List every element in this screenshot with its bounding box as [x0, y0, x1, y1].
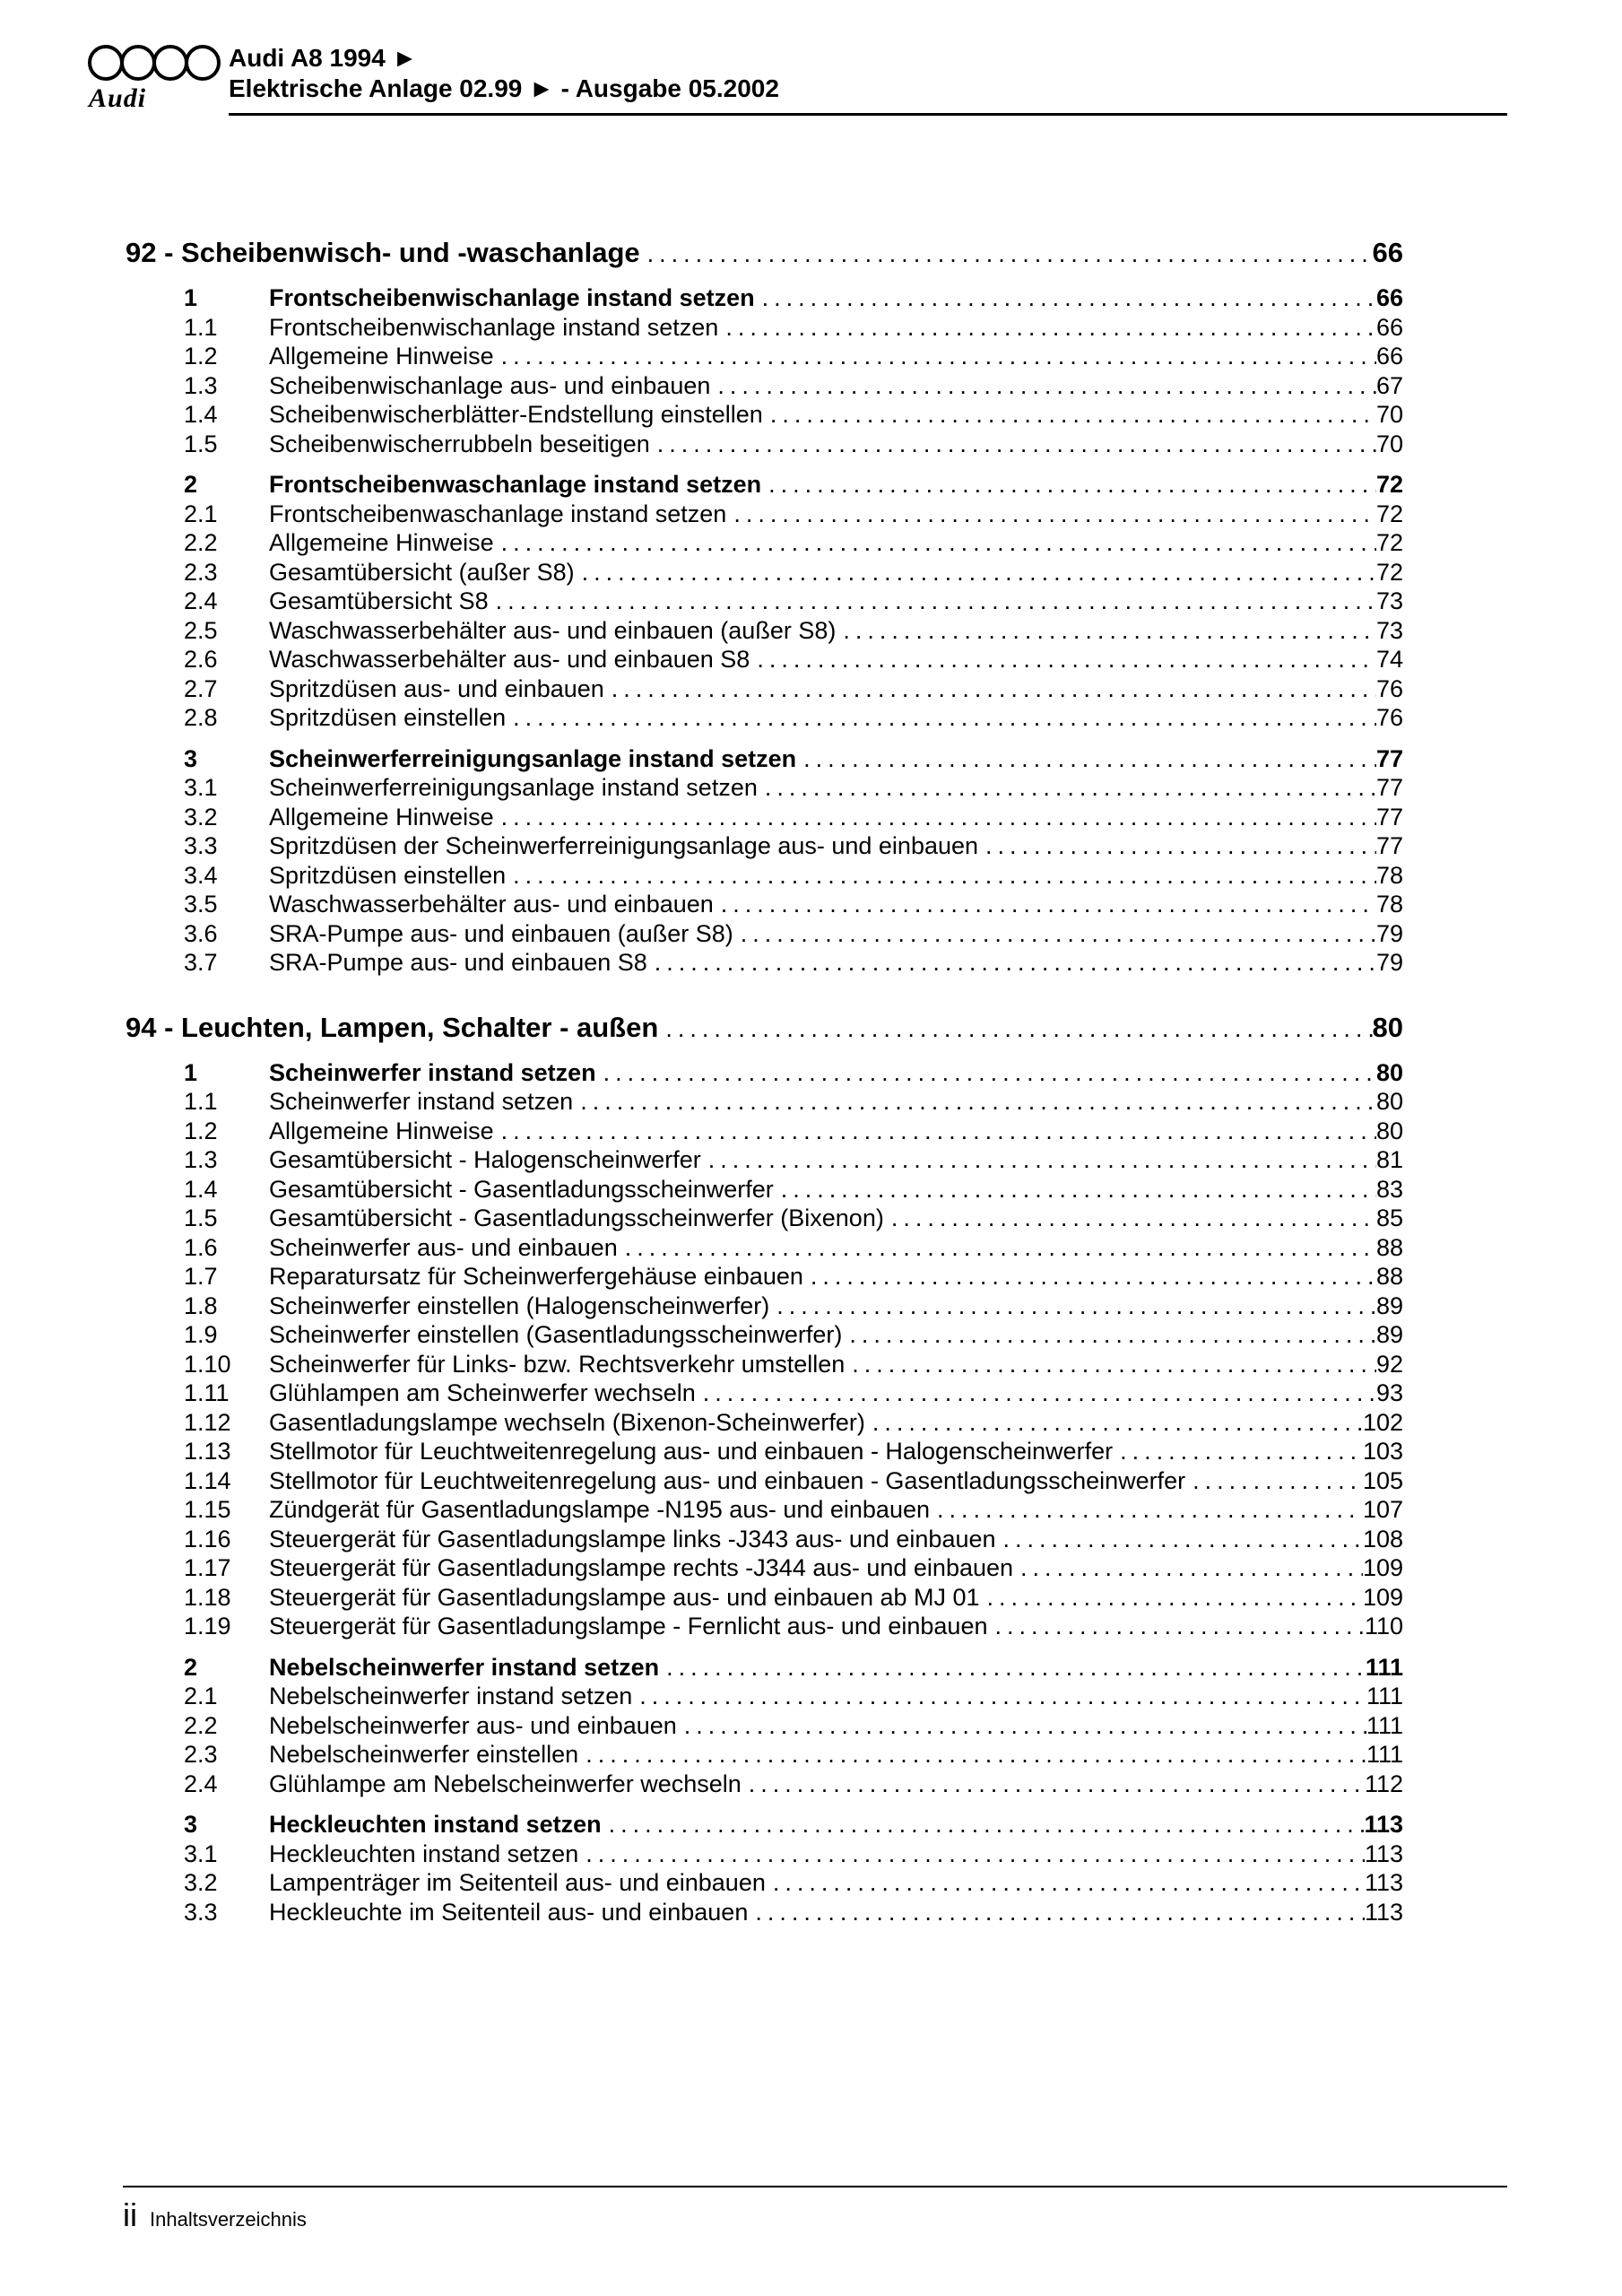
entry-page-number: 73 — [1375, 616, 1403, 644]
entry-number: 2.8 — [184, 704, 218, 731]
dot-leader — [677, 1711, 1366, 1741]
entry-number: 1.5 — [184, 430, 218, 457]
entry-number: 1.6 — [184, 1233, 218, 1261]
entry-page-number: 113 — [1364, 1898, 1403, 1926]
entry-title: Nebelscheinwerfer instand setzen — [269, 1683, 633, 1709]
dot-leader — [506, 861, 1376, 891]
entry-title: Spritzdüsen einstellen — [269, 861, 507, 889]
dot-leader — [618, 1233, 1376, 1263]
dot-leader — [575, 558, 1376, 587]
toc-entry — [126, 1868, 1403, 1898]
dot-leader — [987, 1612, 1364, 1641]
entry-number: 3.6 — [184, 919, 218, 947]
entry-page-number: 80 — [1375, 1058, 1403, 1086]
entry-page-number: 78 — [1375, 861, 1403, 889]
entry-title: Gesamtübersicht - Halogenscheinwerfer — [269, 1146, 701, 1173]
entry-number: 1.3 — [184, 371, 218, 399]
entry-page-number: 113 — [1364, 1839, 1403, 1867]
toc-entry — [126, 1262, 1403, 1292]
entry-page-number: 77 — [1375, 803, 1403, 831]
entry-number: 1.11 — [184, 1379, 230, 1406]
toc-entry — [126, 1292, 1403, 1321]
entry-number: 2.1 — [184, 1683, 218, 1709]
dot-leader — [1013, 1553, 1363, 1583]
entry-number: 2.3 — [184, 558, 218, 586]
dot-leader — [750, 645, 1376, 674]
header-edition-line: Elektrische Anlage 02.99 ► - Ausgabe 05.2002 — [229, 74, 779, 102]
entry-number: 2.2 — [184, 1711, 218, 1739]
entry-number: 1.4 — [184, 401, 218, 428]
entry-title: Scheinwerferreinigungsanlage instand setzen — [269, 744, 797, 772]
entry-page-number: 66 — [1375, 284, 1403, 311]
entry-page-number: 80 — [1375, 1117, 1403, 1144]
toc-entry — [126, 558, 1403, 587]
dot-leader — [659, 1653, 1366, 1683]
toc-chapter — [126, 235, 1403, 978]
header-model-line: Audi A8 1994 ► — [229, 44, 418, 72]
entry-title: Scheibenwischanlage aus- und einbauen — [269, 371, 711, 399]
entry-title: Frontscheibenwaschanlage instand setzen — [269, 500, 727, 527]
dot-leader — [845, 1350, 1376, 1379]
entry-page-number: 76 — [1375, 674, 1403, 702]
page-footer — [123, 2186, 1507, 2232]
entry-title: Steuergerät für Gasentladungslampe rechts -J344 aus- und einbauen — [269, 1554, 1014, 1581]
entry-title: Waschwasserbehälter aus- und einbauen (außer S8) — [269, 616, 837, 644]
dot-leader — [733, 919, 1376, 949]
dot-leader — [930, 1495, 1363, 1525]
toc-entry — [126, 773, 1403, 803]
entry-page-number: 72 — [1375, 471, 1403, 498]
toc-entry — [126, 400, 1403, 430]
toc-entry — [126, 1466, 1403, 1496]
entry-title: Gesamtübersicht - Gasentladungsscheinwerfer — [269, 1175, 774, 1203]
entry-page-number: 77 — [1375, 832, 1403, 859]
chapter-page-number: 80 — [1372, 1011, 1403, 1043]
entry-page-number: 66 — [1375, 343, 1403, 370]
entry-title: Stellmotor für Leuchtweitenregelung aus- und einbauen - Gasentladungsscheinwerfer — [269, 1466, 1186, 1494]
entry-page-number: 77 — [1375, 774, 1403, 801]
entry-page-number: 109 — [1362, 1554, 1403, 1581]
entry-title: Steuergerät für Gasentladungslampe links -J343 aus- und einbauen — [269, 1525, 996, 1552]
toc-entry — [126, 1553, 1403, 1583]
toc-entry — [126, 313, 1403, 343]
entry-title: Heckleuchten instand setzen — [269, 1811, 602, 1838]
toc-entry — [126, 1612, 1403, 1641]
entry-title: Steuergerät für Gasentladungslampe - Fernlicht aus- und einbauen — [269, 1613, 988, 1639]
entry-number: 1.15 — [184, 1496, 231, 1523]
entry-page-number: 111 — [1365, 1653, 1403, 1681]
entry-page-number: 70 — [1375, 401, 1403, 428]
entry-page-number: 72 — [1375, 558, 1403, 586]
entry-page-number: 79 — [1375, 949, 1403, 976]
dot-leader — [763, 400, 1376, 430]
audi-four-rings-icon — [87, 43, 221, 83]
toc-chapter-heading — [126, 1010, 1403, 1047]
entry-title: Waschwasserbehälter aus- und einbauen — [269, 891, 714, 918]
entry-title: Waschwasserbehälter aus- und einbauen S8 — [269, 646, 750, 673]
toc-chapter-heading — [126, 235, 1403, 272]
entry-title: Frontscheibenwaschanlage instand setzen — [269, 471, 762, 498]
entry-page-number: 102 — [1362, 1408, 1403, 1436]
dot-leader — [726, 500, 1376, 529]
entry-title: Frontscheibenwischanlage instand setzen — [269, 284, 755, 311]
toc-entry — [126, 1350, 1403, 1379]
entry-number: 1.17 — [184, 1554, 231, 1581]
entry-title: Gesamtübersicht (außer S8) — [269, 558, 575, 586]
entry-page-number: 111 — [1366, 1683, 1403, 1709]
entry-page-number: 113 — [1364, 1869, 1403, 1896]
entry-title: Scheinwerfer aus- und einbauen — [269, 1233, 618, 1261]
dot-leader — [755, 283, 1376, 313]
entry-title: Scheinwerfer instand setzen — [269, 1058, 596, 1086]
entry-number: 1 — [184, 1058, 198, 1086]
entry-title: Gesamtübersicht - Gasentladungsscheinwerfer (Bixenon) — [269, 1205, 884, 1231]
entry-page-number: 112 — [1364, 1770, 1403, 1797]
entry-title: Allgemeine Hinweise — [269, 803, 494, 831]
dot-leader — [1185, 1466, 1363, 1496]
toc-entry — [126, 342, 1403, 371]
dot-leader — [632, 1682, 1366, 1711]
entry-page-number: 93 — [1375, 1379, 1403, 1406]
entry-number: 1.2 — [184, 1117, 218, 1144]
chapter-title: 94 - Leuchten, Lampen, Schalter - außen — [126, 1011, 659, 1043]
entry-title: Steuergerät für Gasentladungslampe aus- und einbauen ab MJ 01 — [269, 1583, 980, 1611]
toc-entry — [126, 1810, 1403, 1839]
dot-leader — [996, 1525, 1363, 1554]
toc-entry — [126, 1175, 1403, 1205]
entry-page-number: 92 — [1375, 1350, 1403, 1378]
entry-page-number: 72 — [1375, 500, 1403, 527]
dot-leader — [980, 1583, 1363, 1613]
dot-leader — [489, 587, 1376, 616]
entry-page-number: 77 — [1375, 744, 1403, 772]
toc-entry — [126, 1320, 1403, 1350]
entry-number: 1.19 — [184, 1613, 231, 1639]
toc-chapter — [126, 1010, 1403, 1927]
dot-leader — [761, 470, 1376, 500]
entry-number: 2.4 — [184, 1770, 218, 1797]
entry-number: 2.2 — [184, 529, 218, 556]
toc-entry — [126, 1117, 1403, 1146]
audi-logo-wordmark: Audi — [89, 83, 147, 113]
entry-page-number: 109 — [1362, 1583, 1403, 1611]
dot-leader — [602, 1810, 1365, 1839]
toc-entry — [126, 1233, 1403, 1263]
toc-entry — [126, 1408, 1403, 1438]
dot-leader — [494, 342, 1376, 371]
entry-number: 2.7 — [184, 674, 218, 702]
dot-leader — [978, 831, 1376, 861]
dot-leader — [884, 1204, 1376, 1233]
entry-page-number: 89 — [1375, 1321, 1403, 1348]
toc-entry — [126, 1525, 1403, 1554]
toc-entry — [126, 803, 1403, 832]
entry-page-number: 110 — [1364, 1613, 1403, 1639]
toc-entry — [126, 1583, 1403, 1613]
dot-leader — [742, 1770, 1365, 1799]
dot-leader — [596, 1058, 1376, 1088]
entry-number: 3 — [184, 1811, 198, 1838]
entry-number: 3.1 — [184, 774, 218, 801]
dot-leader — [573, 1087, 1376, 1117]
page-number: ii — [123, 2196, 137, 2233]
entry-title: Scheinwerfer für Links- bzw. Rechtsverkehr umstellen — [269, 1350, 846, 1378]
dot-leader — [604, 674, 1376, 704]
dot-leader — [647, 948, 1376, 978]
dot-leader — [842, 1320, 1376, 1350]
dot-leader — [714, 890, 1376, 919]
dot-leader — [578, 1740, 1366, 1770]
entry-title: Zündgerät für Gasentladungslampe -N195 aus- und einbauen — [269, 1496, 930, 1523]
entry-number: 1 — [184, 284, 198, 311]
entry-title: SRA-Pumpe aus- und einbauen (außer S8) — [269, 919, 733, 947]
entry-page-number: 80 — [1375, 1088, 1403, 1115]
entry-title: Spritzdüsen der Scheinwerferreinigungsanlage aus- und einbauen — [269, 832, 979, 859]
toc-entry — [126, 1437, 1403, 1466]
toc-entry — [126, 528, 1403, 558]
entry-number: 2.6 — [184, 646, 218, 673]
toc-entry — [126, 861, 1403, 891]
entry-title: Scheibenwischerrubbeln beseitigen — [269, 430, 650, 457]
dot-leader — [696, 1378, 1376, 1408]
entry-title: Spritzdüsen einstellen — [269, 704, 507, 731]
entry-number: 1.1 — [184, 1088, 218, 1115]
entry-page-number: 74 — [1375, 646, 1403, 673]
toc-entry — [126, 587, 1403, 616]
entry-title: Scheinwerfer instand setzen — [269, 1088, 574, 1115]
toc-entry — [126, 616, 1403, 646]
entry-page-number: 113 — [1364, 1811, 1403, 1838]
entry-title: Nebelscheinwerfer einstellen — [269, 1741, 579, 1768]
entry-number: 1.7 — [184, 1263, 218, 1290]
toc-entry — [126, 645, 1403, 674]
dot-leader — [748, 1898, 1365, 1927]
table-of-contents — [126, 235, 1403, 1926]
entry-number: 1.5 — [184, 1205, 218, 1231]
dot-leader — [1113, 1437, 1363, 1466]
chapter-entries — [126, 283, 1403, 978]
entry-number: 3.1 — [184, 1839, 218, 1867]
toc-entry — [126, 1898, 1403, 1927]
entry-number: 1.2 — [184, 343, 218, 370]
entry-number: 1.16 — [184, 1525, 231, 1552]
dot-leader — [766, 1868, 1365, 1898]
chapter-entries — [126, 1058, 1403, 1927]
entry-page-number: 67 — [1375, 371, 1403, 399]
entry-number: 1.8 — [184, 1292, 218, 1319]
entry-number: 1.9 — [184, 1321, 218, 1348]
entry-number: 2.1 — [184, 500, 218, 527]
entry-page-number: 88 — [1375, 1233, 1403, 1261]
entry-title: Scheinwerfer einstellen (Halogenscheinwerfer) — [269, 1292, 770, 1319]
entry-number: 2.3 — [184, 1741, 218, 1768]
entry-title: Nebelscheinwerfer aus- und einbauen — [269, 1711, 677, 1739]
toc-entry — [126, 1145, 1403, 1175]
entry-page-number: 103 — [1362, 1438, 1403, 1465]
entry-number: 1.13 — [184, 1438, 231, 1465]
toc-entry — [126, 919, 1403, 949]
entry-page-number: 111 — [1366, 1741, 1403, 1768]
entry-title: Scheibenwischerblätter-Endstellung einstellen — [269, 401, 763, 428]
entry-page-number: 85 — [1375, 1205, 1403, 1231]
dot-leader — [494, 803, 1376, 832]
entry-page-number: 78 — [1375, 891, 1403, 918]
toc-entry — [126, 831, 1403, 861]
toc-entry — [126, 948, 1403, 978]
chapter-title: 92 - Scheibenwisch- und -waschanlage — [126, 237, 640, 268]
entry-title: Stellmotor für Leuchtweitenregelung aus- und einbauen - Halogenscheinwerfer — [269, 1438, 1114, 1465]
toc-entry — [126, 1682, 1403, 1711]
dot-leader — [836, 616, 1376, 646]
dot-leader — [758, 773, 1376, 803]
entry-title: Nebelscheinwerfer instand setzen — [269, 1653, 660, 1681]
entry-title: Lampenträger im Seitenteil aus- und einbauen — [269, 1869, 766, 1896]
chapter-page-number: 66 — [1372, 237, 1403, 268]
entry-page-number: 107 — [1362, 1496, 1403, 1523]
entry-page-number: 81 — [1375, 1146, 1403, 1173]
dot-leader — [774, 1175, 1376, 1205]
toc-entry — [126, 744, 1403, 774]
entry-page-number: 108 — [1362, 1525, 1403, 1552]
entry-number: 3.2 — [184, 803, 218, 831]
entry-page-number: 70 — [1375, 430, 1403, 457]
entry-page-number: 111 — [1366, 1711, 1403, 1739]
entry-number: 1.4 — [184, 1175, 218, 1203]
entry-title: SRA-Pumpe aus- und einbauen S8 — [269, 949, 647, 976]
dot-leader — [701, 1145, 1376, 1175]
entry-page-number: 76 — [1375, 704, 1403, 731]
dot-leader — [658, 1011, 1372, 1047]
toc-entry — [126, 1378, 1403, 1408]
entry-number: 1.14 — [184, 1466, 231, 1494]
header-title-block — [229, 43, 1507, 116]
dot-leader — [494, 528, 1376, 558]
dot-leader — [865, 1408, 1363, 1438]
entry-page-number: 105 — [1362, 1466, 1403, 1494]
dot-leader — [650, 430, 1376, 459]
entry-page-number: 89 — [1375, 1292, 1403, 1319]
entry-title: Scheinwerferreinigungsanlage instand setzen — [269, 774, 758, 801]
dot-leader — [640, 236, 1373, 272]
toc-entry — [126, 371, 1403, 401]
entry-title: Scheinwerfer einstellen (Gasentladungsscheinwerfer) — [269, 1321, 843, 1348]
entry-title: Allgemeine Hinweise — [269, 343, 494, 370]
toc-entry — [126, 1770, 1403, 1799]
entry-number: 1.1 — [184, 313, 218, 341]
audi-logo — [85, 43, 229, 114]
entry-number: 3.4 — [184, 861, 218, 889]
entry-page-number: 83 — [1375, 1175, 1403, 1203]
toc-entry — [126, 1740, 1403, 1770]
entry-number: 3.3 — [184, 1898, 218, 1926]
toc-entry — [126, 1204, 1403, 1233]
toc-entry — [126, 674, 1403, 704]
dot-leader — [710, 371, 1376, 401]
entry-title: Gasentladungslampe wechseln (Bixenon-Scheinwerfer) — [269, 1408, 865, 1436]
dot-leader — [718, 313, 1376, 343]
toc-entry — [126, 890, 1403, 919]
entry-number: 1.18 — [184, 1583, 231, 1611]
entry-title: Spritzdüsen aus- und einbauen — [269, 674, 604, 702]
toc-entry — [126, 1653, 1403, 1683]
footer-title: Inhaltsverzeichnis — [150, 2208, 307, 2231]
toc-entry — [126, 1711, 1403, 1741]
entry-page-number: 79 — [1375, 919, 1403, 947]
entry-number: 3.7 — [184, 949, 218, 976]
entry-title: Heckleuchten instand setzen — [269, 1839, 579, 1867]
entry-title: Heckleuchte im Seitenteil aus- und einbauen — [269, 1898, 749, 1926]
entry-page-number: 72 — [1375, 529, 1403, 556]
toc-entry — [126, 430, 1403, 459]
entry-number: 1.3 — [184, 1146, 218, 1173]
entry-number: 1.12 — [184, 1408, 231, 1436]
dot-leader — [769, 1292, 1376, 1321]
entry-number: 3.5 — [184, 891, 218, 918]
dot-leader — [796, 744, 1376, 774]
entry-title: Gesamtübersicht S8 — [269, 587, 489, 614]
entry-page-number: 66 — [1375, 313, 1403, 341]
toc-entry — [126, 500, 1403, 529]
dot-leader — [506, 703, 1376, 733]
entry-number: 2 — [184, 471, 198, 498]
entry-number: 2.4 — [184, 587, 218, 614]
entry-number: 2.5 — [184, 616, 218, 644]
entry-page-number: 88 — [1375, 1263, 1403, 1290]
toc-entry — [126, 470, 1403, 500]
entry-title: Allgemeine Hinweise — [269, 529, 494, 556]
entry-number: 1.10 — [184, 1350, 231, 1378]
entry-page-number: 73 — [1375, 587, 1403, 614]
entry-title: Allgemeine Hinweise — [269, 1117, 494, 1144]
toc-entry — [126, 1087, 1403, 1117]
dot-leader — [803, 1262, 1376, 1292]
toc-entry — [126, 1495, 1403, 1525]
entry-number: 3 — [184, 744, 198, 772]
entry-title: Reparatursatz für Scheinwerfergehäuse einbauen — [269, 1263, 803, 1290]
entry-number: 3.2 — [184, 1869, 218, 1896]
toc-entry — [126, 703, 1403, 733]
entry-title: Glühlampe am Nebelscheinwerfer wechseln — [269, 1770, 742, 1797]
entry-title: Glühlampen am Scheinwerfer wechseln — [269, 1379, 696, 1406]
toc-entry — [126, 1058, 1403, 1088]
dot-leader — [494, 1117, 1376, 1146]
entry-title: Frontscheibenwischanlage instand setzen — [269, 313, 719, 341]
dot-leader — [578, 1839, 1365, 1869]
toc-entry — [126, 1839, 1403, 1869]
page-header — [85, 43, 1507, 116]
entry-number: 2 — [184, 1653, 198, 1681]
entry-number: 3.3 — [184, 832, 218, 859]
toc-entry — [126, 283, 1403, 313]
